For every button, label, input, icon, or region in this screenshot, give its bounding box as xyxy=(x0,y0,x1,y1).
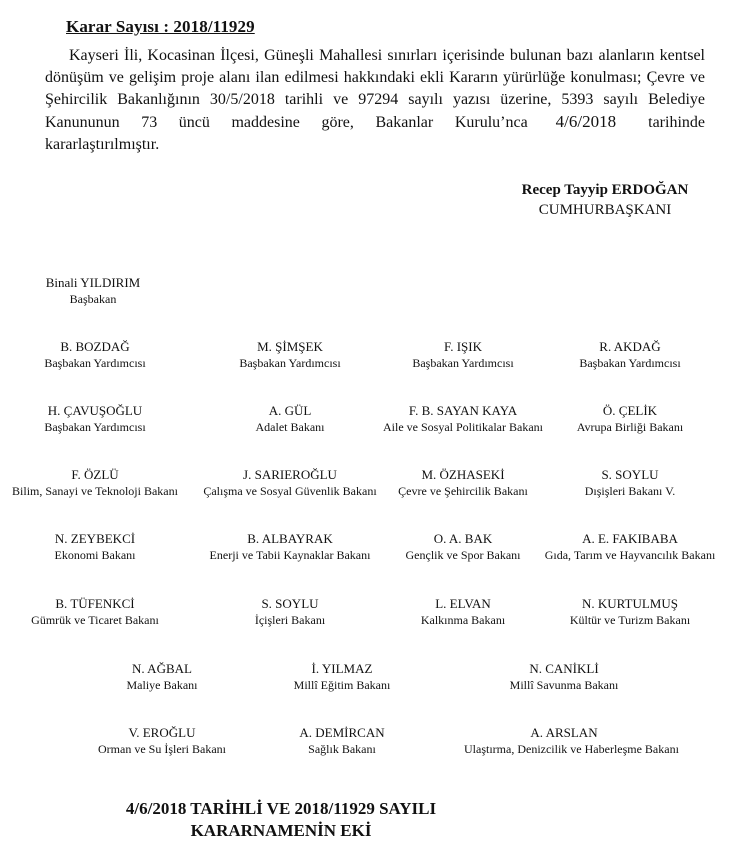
decision-paragraph xyxy=(45,45,705,156)
signatory xyxy=(0,275,193,307)
signatory-role: Kalkınma Bakanı xyxy=(420,613,506,627)
signatory xyxy=(190,467,390,499)
signatory-name: B. ALBAYRAK xyxy=(247,531,333,546)
signatory xyxy=(242,725,442,757)
signatory-name: Ö. ÇELİK xyxy=(602,403,658,418)
signatory-role: Gençlik ve Spor Bakanı xyxy=(405,548,521,562)
signatory-name: A. GÜL xyxy=(268,403,312,418)
signatory-role: Sağlık Bakanı xyxy=(308,742,376,756)
signatory xyxy=(0,339,195,371)
signatory-role: Adalet Bakanı xyxy=(255,420,325,434)
signatory-role: Başbakan Yardımcısı xyxy=(239,356,341,370)
signatory xyxy=(530,596,730,628)
signatory-name: J. SARIEROĞLU xyxy=(243,467,337,482)
paragraph-date: 4/6/2018 xyxy=(555,112,617,131)
paragraph-text-part1: Kayseri İli, Kocasinan İlçesi, Güneşli Mahallesi sınırları içerisinde bulunan bazı alanların kentsel dönüşüm ve gelişim proje alanı ilan edilmesi hakkındaki ekli Kararın yürürlüğe konulması; Çevre ve Şehircilik Bakanlığının 30/5/2018 tarihli ve 97294 sayılı yazısı üzerine, 5393 sayılı Belediye Kanununun 73 üncü maddesine göre, Bakanlar Kurulu’nca xyxy=(45,47,705,131)
signatory xyxy=(62,661,262,693)
signatory xyxy=(242,661,442,693)
signatory-role: Aile ve Sosyal Politikalar Bakanı xyxy=(383,420,543,434)
signatory-name: H. ÇAVUŞOĞLU xyxy=(47,403,143,418)
annex-title xyxy=(0,798,652,842)
signatory-name: İ. YILMAZ xyxy=(311,661,373,676)
signatory xyxy=(190,596,390,628)
signatory-name: S. SOYLU xyxy=(601,467,659,482)
signatory xyxy=(0,531,195,563)
signatory-role: Başbakan Yardımcısı xyxy=(44,356,146,370)
signatory-name: F. ÖZLÜ xyxy=(71,467,119,482)
signatory-name: Binali YILDIRIM xyxy=(45,275,141,290)
signatory-name: A. E. FAKIBABA xyxy=(582,531,678,546)
signatory-role: Gümrük ve Ticaret Bakanı xyxy=(31,613,159,627)
signatory-name: M. ŞİMŞEK xyxy=(257,339,323,354)
signatory-role: İçişleri Bakanı xyxy=(254,613,326,627)
signatory-role: Ulaştırma, Denizcilik ve Haberleşme Bakanı xyxy=(464,742,679,756)
signatory-role: Çevre ve Şehircilik Bakanı xyxy=(398,484,528,498)
president-name: Recep Tayyip ERDOĞAN xyxy=(521,182,689,198)
signatory xyxy=(0,467,195,499)
paragraph-text-part2: tarihinde kararlaştırılmıştır. xyxy=(45,114,705,153)
signatory-role: Enerji ve Tabii Kaynaklar Bakanı xyxy=(209,548,371,562)
signatory xyxy=(464,661,664,693)
signatory xyxy=(464,725,679,757)
signatory-role: Kültür ve Turizm Bakanı xyxy=(569,613,691,627)
signatory-name: N. ZEYBEKCİ xyxy=(54,531,136,546)
signatory xyxy=(530,467,730,499)
signatory xyxy=(0,596,195,628)
signatory xyxy=(62,725,262,757)
signatory xyxy=(530,531,730,563)
signatory-role: Bilim, Sanayi ve Teknoloji Bakanı xyxy=(12,484,178,498)
signatory-role: Başbakan Yardımcısı xyxy=(579,356,681,370)
signatory-role: Millî Savunma Bakanı xyxy=(509,678,619,692)
signatory xyxy=(190,403,390,435)
signatory-name: V. EROĞLU xyxy=(128,725,196,740)
signatory-name: M. ÖZHASEKİ xyxy=(421,467,505,482)
signatory-name: N. CANİKLİ xyxy=(529,661,599,676)
signatory-name: F. IŞIK xyxy=(444,339,482,354)
signatory-name: N. KURTULMUŞ xyxy=(581,596,678,611)
signatory-role: Başbakan xyxy=(69,292,117,306)
signatory-name: A. ARSLAN xyxy=(530,725,598,740)
signatory xyxy=(190,531,390,563)
annex-title-line1: 4/6/2018 TARİHLİ VE 2018/11929 SAYILI xyxy=(125,799,437,818)
president-role: CUMHURBAŞKANI xyxy=(538,202,672,218)
signatory-name: R. AKDAĞ xyxy=(599,339,661,354)
signatory xyxy=(190,339,390,371)
signatory-role: Başbakan Yardımcısı xyxy=(412,356,514,370)
signatory-role: Millî Eğitim Bakanı xyxy=(293,678,391,692)
signatory-role: Avrupa Birliği Bakanı xyxy=(576,420,684,434)
signatory-name: N. AĞBAL xyxy=(132,661,192,676)
signatory-name: A. DEMİRCAN xyxy=(299,725,385,740)
signatory-role: Çalışma ve Sosyal Güvenlik Bakanı xyxy=(203,484,377,498)
signatory-role: Ekonomi Bakanı xyxy=(54,548,136,562)
signatory xyxy=(0,403,195,435)
signatory-name: L. ELVAN xyxy=(435,596,491,611)
signatory-name: S. SOYLU xyxy=(261,596,319,611)
signatory xyxy=(530,339,730,371)
signatory-name: O. A. BAK xyxy=(433,531,493,546)
signatory-role: Maliye Bakanı xyxy=(126,678,198,692)
signatory-role: Dışişleri Bakanı V. xyxy=(584,484,676,498)
annex-title-line2: KARARNAMENİN EKİ xyxy=(190,821,372,840)
signatory-name: F. B. SAYAN KAYA xyxy=(408,403,518,418)
signatory-name: B. TÜFENKCİ xyxy=(55,596,135,611)
signatory-role: Orman ve Su İşleri Bakanı xyxy=(98,742,226,756)
signatory xyxy=(530,403,730,435)
signatory-name: B. BOZDAĞ xyxy=(60,339,130,354)
signatory-role: Başbakan Yardımcısı xyxy=(44,420,146,434)
signatory-role: Gıda, Tarım ve Hayvancılık Bakanı xyxy=(544,548,716,562)
decision-number-title: Karar Sayısı : 2018/11929 xyxy=(66,17,255,36)
president-signature xyxy=(505,180,705,220)
